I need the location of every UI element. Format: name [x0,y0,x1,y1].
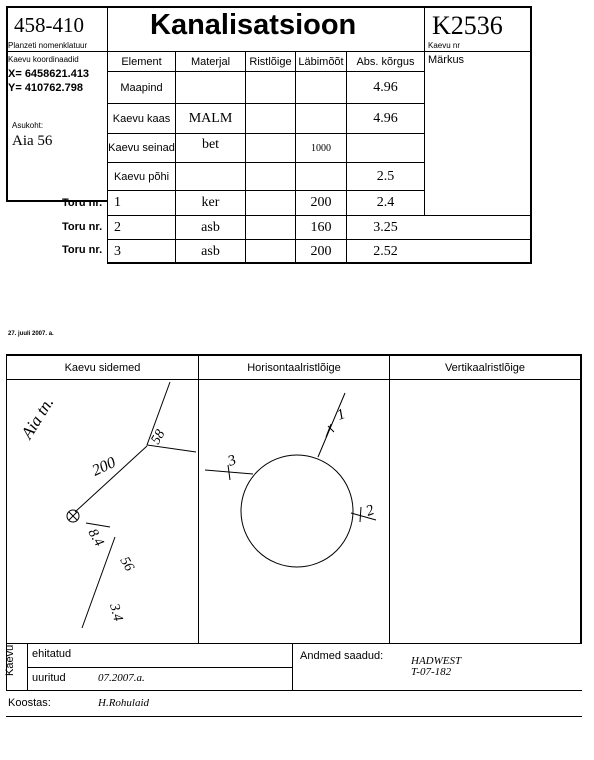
plan-code: 458-410 [14,13,84,37]
row-element-3: Kaevu põhi [113,170,170,183]
pipe-height-3: 2.52 [373,243,398,259]
pipe-material-2: asb [201,219,220,235]
source-value-1: HADWEST [411,655,462,667]
pipe-nr-1: 1 [114,195,121,210]
pipe-label-3: Toru nr. [62,244,103,256]
date-note: 27. juuli 2007. a. [8,331,54,337]
pipe-3-label: 3 [225,452,239,470]
col-title-horizontal-section: Horisontaalristlõige [247,362,341,374]
pipe-diameter-3: 200 [310,243,332,259]
house-58-label: 58 [148,427,169,447]
pipe-diameter-1: 200 [310,195,332,210]
well-shaft-circle [241,455,353,567]
pipe-1-label: 1 [334,406,348,424]
source-label: Andmed saadud: [300,650,384,662]
source-value-2: T-07-182 [411,666,452,678]
dist-34-label: 3.4 [106,602,126,623]
well-id-label: Kaevu nr [428,41,461,50]
site-plan-sketch [67,382,196,628]
col-title-vertical-section: Vertikaalristlõige [444,362,526,374]
author-label: Koostas: [8,697,51,709]
pipe-2-label: 2 [363,502,377,520]
pipe-nr-2: 2 [114,219,121,235]
row-element-1: Kaevu kaas [112,112,171,125]
row-height-0: 4.96 [373,79,398,95]
row-material-1: MALM [188,110,233,126]
pipe-nr-3: 3 [114,243,121,259]
row-diameter-2: 1000 [311,142,331,154]
pipe-diameter-2: 160 [310,219,332,235]
pipe-1-line [318,393,345,457]
col-header-element: Element [121,55,162,68]
pipe-height-2: 3.25 [373,219,398,235]
col-header-diameter: Läbimõõt [298,55,344,68]
col-header-cross: Ristlõige [249,55,292,68]
house-56-label: 56 [116,554,137,575]
col-header-height: Abs. kõrgus [356,55,415,68]
pipe-material-3: asb [201,243,220,259]
coords-label: Kaevu koordinaadid [8,55,79,64]
row-element-0: Maapind [120,81,163,94]
row-height-1: 4.96 [373,110,398,126]
location-label: Asukoht: [12,121,44,130]
plan-code-label: Planzeti nomenklatuur [8,41,88,50]
street-label: Aia tn. [17,393,58,443]
dist-84-label: 8.4 [84,526,107,550]
built-label: ehitatud [32,648,72,660]
row-element-2: Kaevu seinad [108,142,175,154]
remarks-label: Märkus [428,54,465,66]
row-height-3: 2.5 [376,168,395,184]
horizontal-section-sketch [205,393,376,567]
surveyed-value: 07.2007.a. [98,672,145,684]
page-title: Kanalisatsioon [150,9,357,41]
pipe-material-1: ker [201,195,220,210]
row-material-2: bet [201,137,220,152]
col-header-material: Materjal [190,55,231,68]
location-value: Aia 56 [12,133,53,149]
surveyed-label: uuritud [32,672,66,684]
col-title-well-links: Kaevu sidemed [64,362,141,374]
dist-200-label: 200 [89,454,119,480]
well-label: Kaevu [4,644,16,676]
author-value: H.Rohulaid [98,697,150,709]
y-coordinate: Y= 410762.798 [8,82,83,94]
well-id: K2536 [432,11,503,40]
pipe-height-1: 2.4 [376,195,395,210]
pipe-label-1: Toru nr. [62,197,103,209]
pipe-label-2: Toru nr. [62,221,103,233]
x-coordinate: X= 6458621.413 [8,68,90,80]
